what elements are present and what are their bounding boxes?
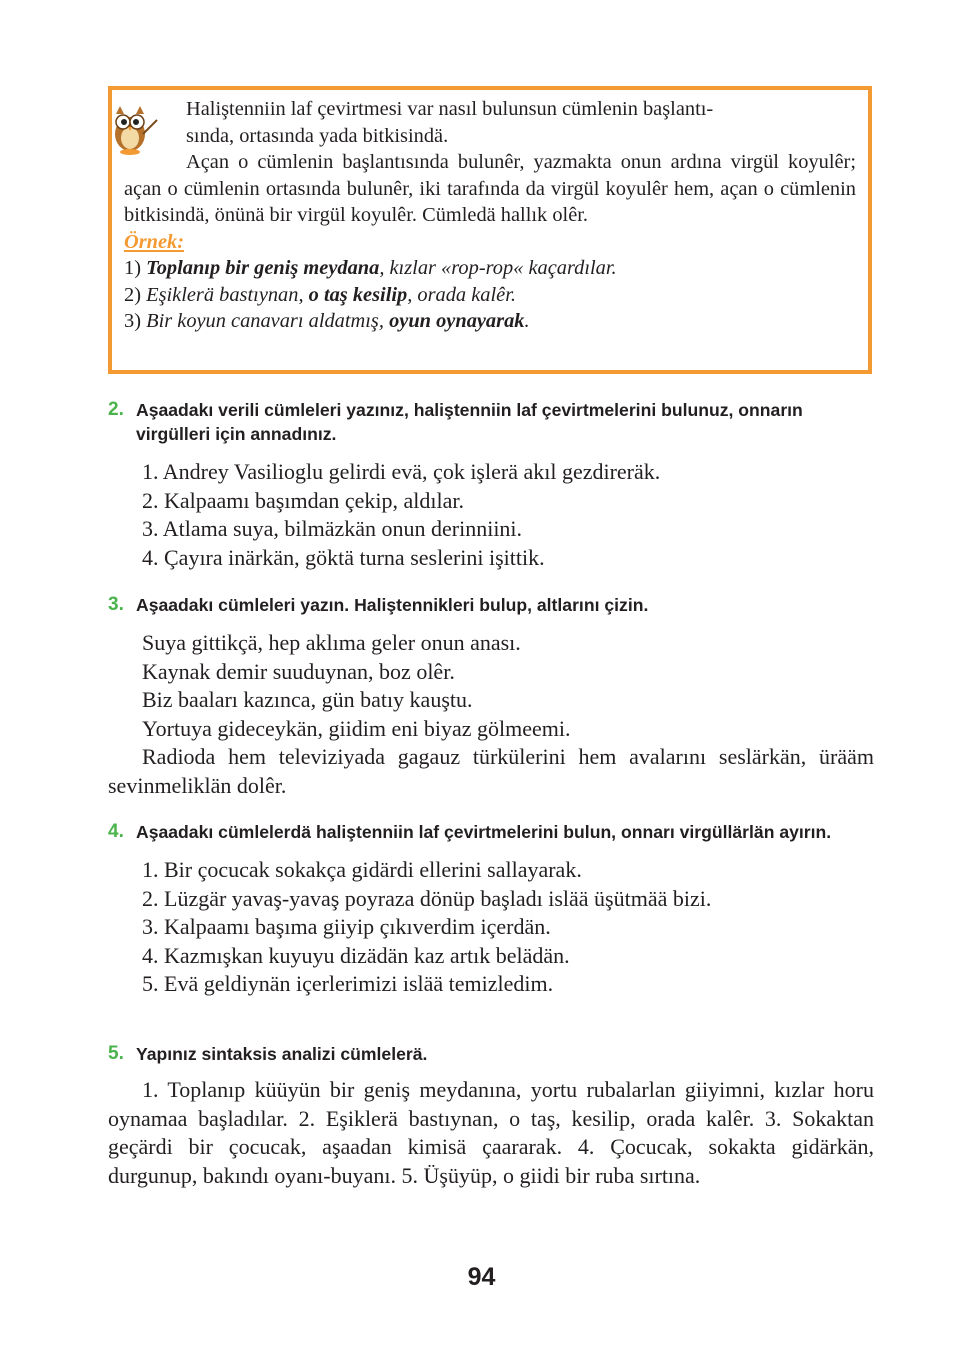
rule-line-1: Haliştenniin laf çevirtmesi var nasıl bulunsun cümlenin başlantı- <box>186 98 714 120</box>
list-item: 2. Kalpaamı başımdan çekip, aldılar. <box>142 487 464 513</box>
list-item: 3. Atlama suya, bilmäzkän onun derinniini. <box>142 516 523 542</box>
example-label: Örnek: <box>124 230 185 253</box>
task-2-heading: 2. Aşaadakı verili cümleleri yazınız, haliştenniin laf çevirtmelerini bulunuz, onnarın virgülleri için annadınız. <box>108 399 803 444</box>
task-3-heading: 3. Aşaadakı cümleleri yazın. Haliştennikleri bulup, altlarını çizin. <box>108 594 649 615</box>
task-number: 5. <box>108 1043 124 1064</box>
rule-box <box>108 86 872 374</box>
example-line-3: 3) Bir koyun canavarı aldatmış, oyun oynayarak. <box>124 310 530 332</box>
task-number: 2. <box>108 399 124 420</box>
paragraph: Radioda hem televiziyada gagauz türkülerini hem avalarını seslärkän, ürääm sevinmeliklän dolêr. <box>108 744 874 798</box>
list-item: 3. Kalpaamı başıma giiyip çıkıverdim içerdän. <box>142 914 551 940</box>
example-line-1: 1) Toplanıp bir geniş meydana, kızlar «rop-rop« kaçardılar. <box>124 257 617 279</box>
task-4 <box>108 820 874 999</box>
paragraph: 1. Toplanıp küüyün bir geniş meydanına, yortu rubalarlan giiyimni, kızlar horu oynamaa başladılar. 2. Eşiklerä bastıynan, o taş, kesilip, orada kalêr. 3. Sokaktan geçärdi bir çocucak, aşaadan kimisä çaararak. 4. Çocucak, sokakta gidärkän, durgunup, bakındı oyanı-buyanı. 5. Üşüyüp, o giidi bir ruba sırtına. <box>108 1077 874 1188</box>
task-number: 4. <box>108 821 124 842</box>
list-item: Suya gittikçä, hep aklıma geler onun anası. <box>142 630 521 655</box>
rule-line-2: sında, ortasında yada bitkisindä. <box>186 124 449 147</box>
list-item: 4. Çayıra inärkän, göktä turna seslerini işittik. <box>142 544 545 570</box>
task-5 <box>108 1042 874 1190</box>
example-line-2: 2) Eşiklerä bastıynan, o taş kesilip, orada kalêr. <box>124 283 516 306</box>
list-item: Kaynak demir suuduynan, boz olêr. <box>142 658 455 684</box>
task-3 <box>108 593 874 801</box>
list-item: Biz baaları kazınca, gün batıy kauştu. <box>142 687 473 713</box>
task-4-heading: 4. Aşaadakı cümlelerdä haliştenniin laf çevirtmelerini bulun, onnarı virgüllärlän ayırın. <box>108 821 832 842</box>
page-number: 94 <box>467 1263 496 1291</box>
rule-paragraph: Açan o cümlenin başlantısında bulunêr, yazmakta onun ardına virgül koyulêr; açan o cümlenin ortasında bulunêr, iki tarafında da virgül koyulêr hem, açan o cümlenin bitkisindä, önünä bir virgül koyulêr. Cümledä hallık olêr. <box>124 151 856 226</box>
list-item: 2. Lüzgär yavaş-yavaş poyraza dönüp başladı islää üşütmää bizi. <box>142 885 712 911</box>
task-number: 3. <box>108 594 124 615</box>
task-5-heading: 5. Yapınız sintaksis analizi cümlelerä. <box>108 1043 428 1064</box>
list-item: 4. Kazmışkan kuyuyu dizädän kaz artık belädän. <box>142 942 570 968</box>
list-item: 5. Evä geldiynän içerlerimizi islää temizledim. <box>142 971 554 997</box>
list-item: 1. Andrey Vasilioglu gelirdi evä, çok işlerä akıl gezdireräk. <box>142 459 661 484</box>
task-2 <box>108 398 874 572</box>
list-item: 1. Bir çocucak sokakça gidärdi ellerini sallayarak. <box>142 857 582 882</box>
list-item: Yortuya gideceykän, giidim eni biyaz gölmeemi. <box>142 715 571 741</box>
